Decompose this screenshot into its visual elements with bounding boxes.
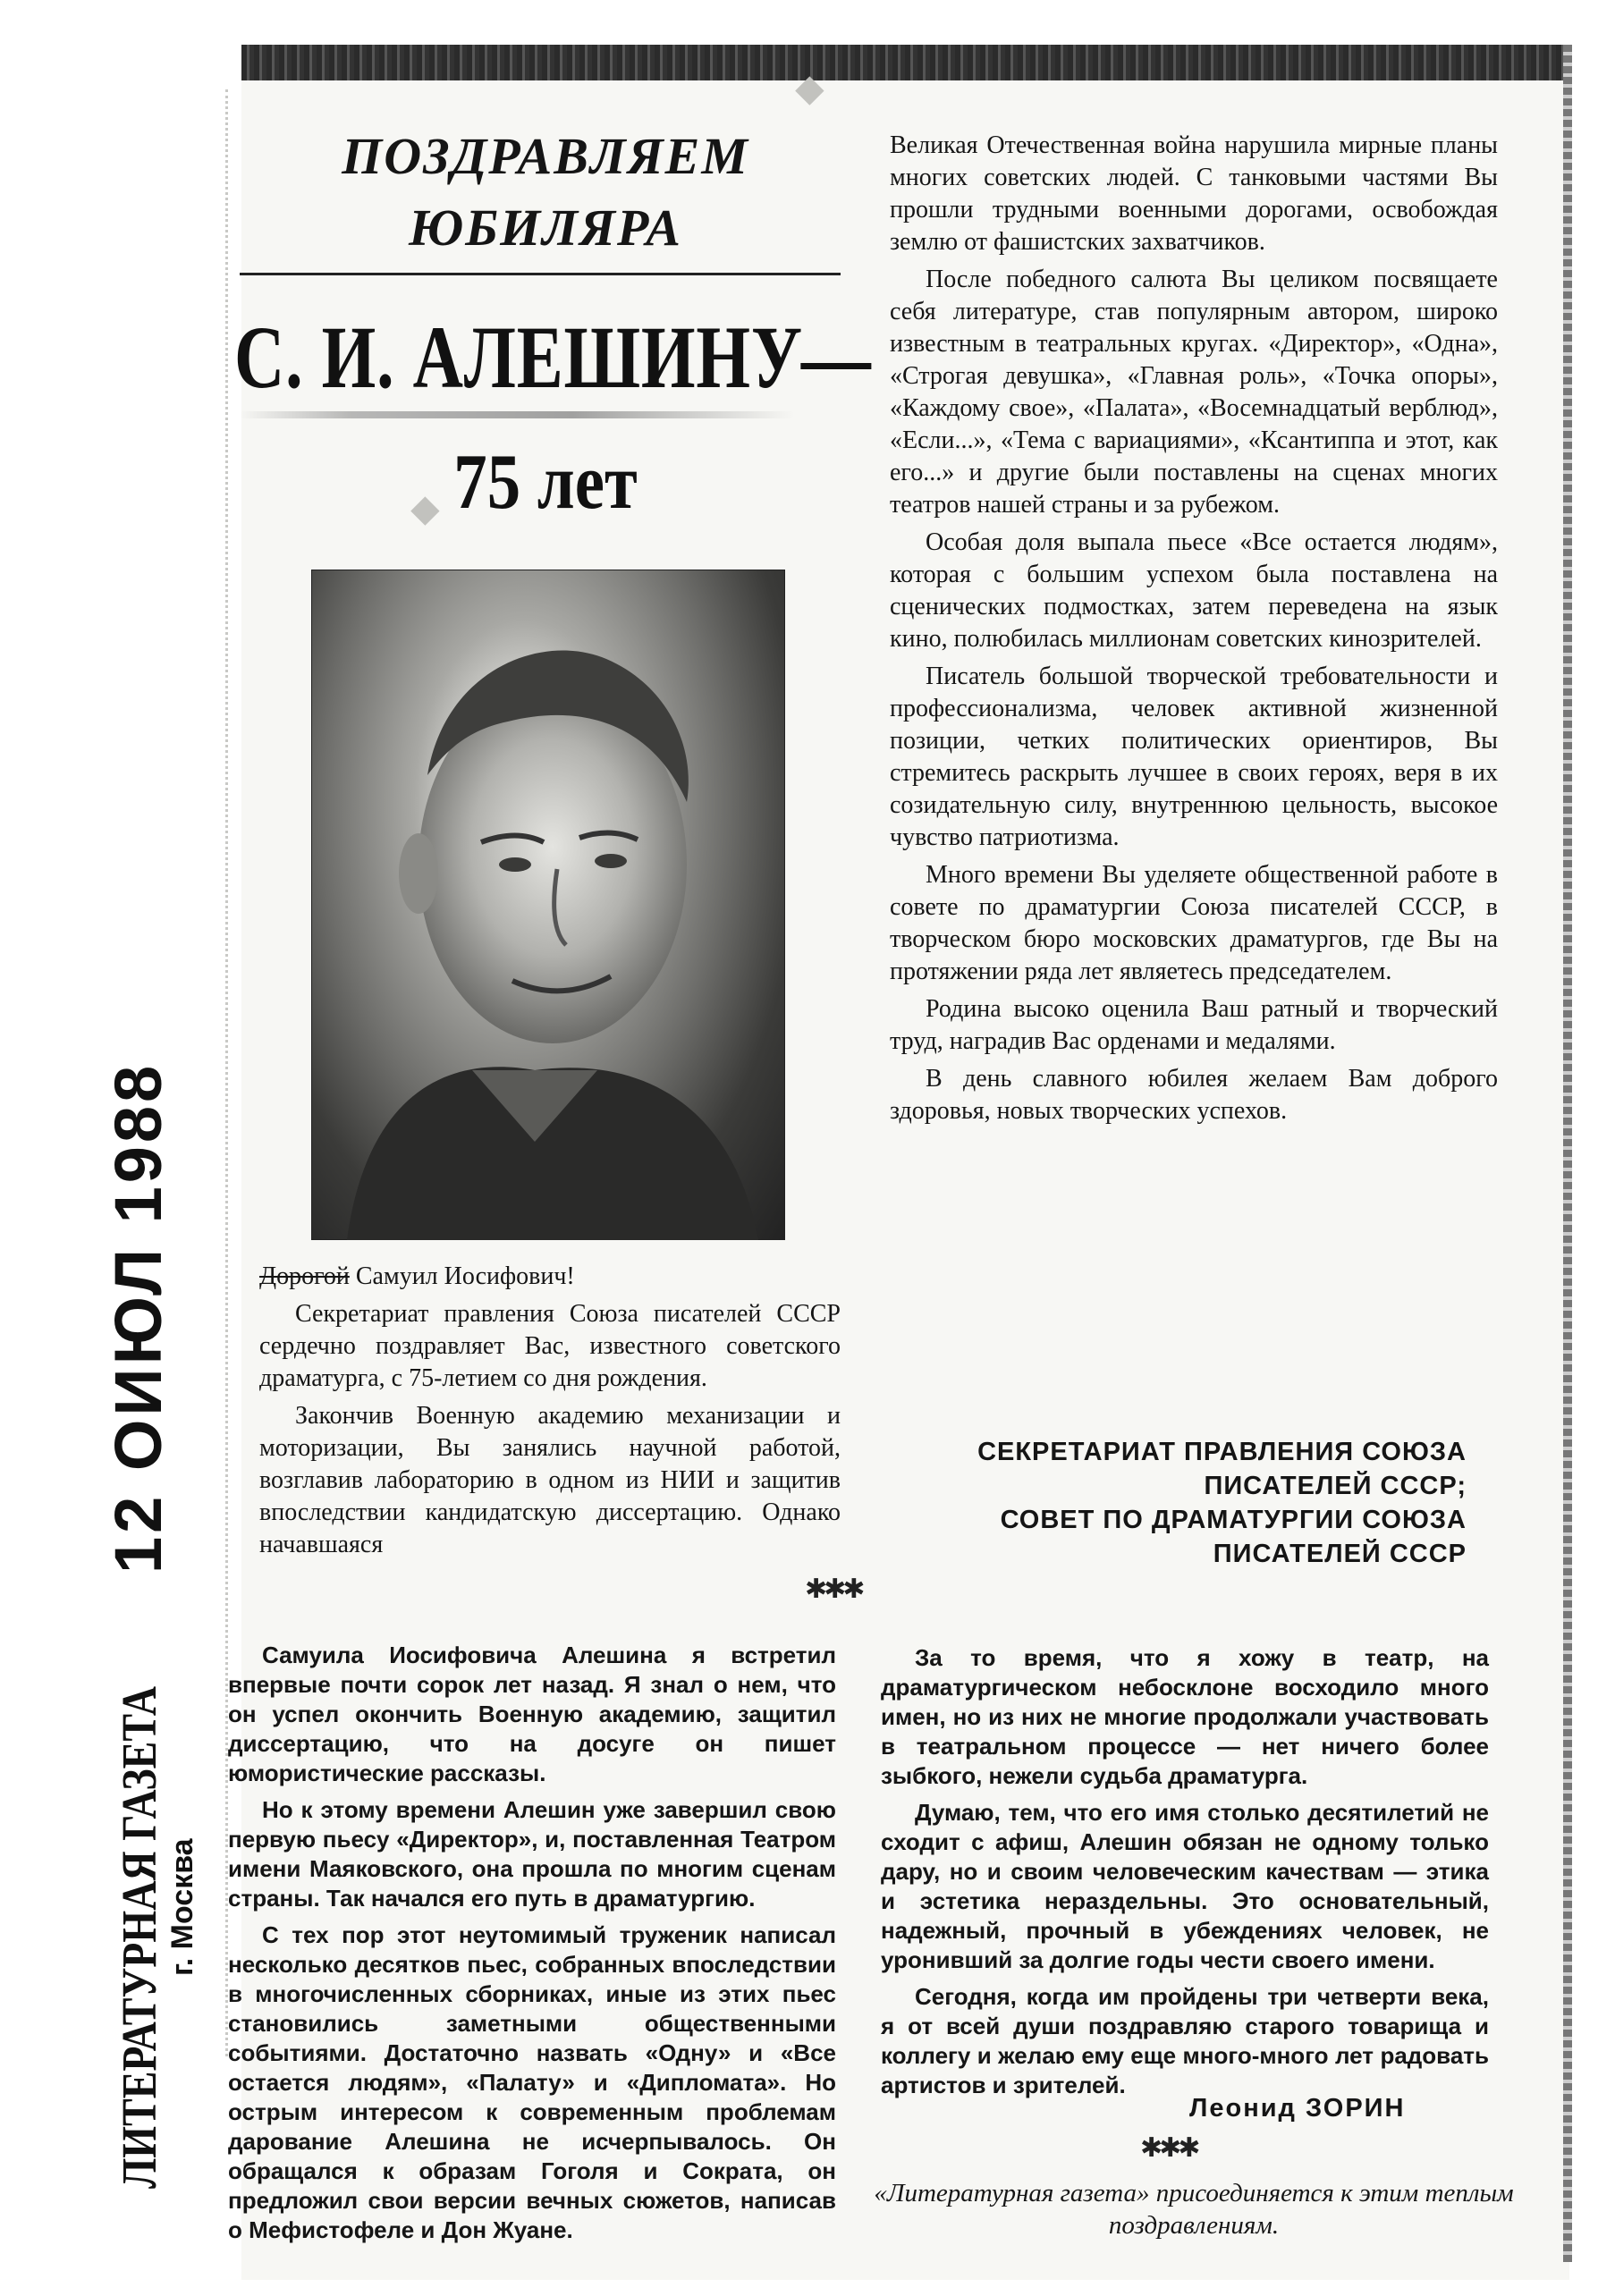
bleed-through-mark: ◆: [411, 488, 439, 528]
letter-paragraph: Много времени Вы уделяете общественной работе в совете по драматургии Союза писателей СССР, в творческом бюро московских драматургов, где Вы на протяжении ряда лет являетесь председателем.: [890, 861, 1498, 985]
letter-signature: [894, 1435, 1502, 1571]
letter-greeting: [259, 1261, 841, 1293]
signature-line: СОВЕТ ПО ДРАМАТУРГИИ СОЮЗА: [1000, 1506, 1467, 1534]
clipping-right-edge: [1563, 45, 1572, 2262]
portrait-photo: [311, 570, 785, 1240]
article-title-age: 75 лет: [453, 439, 638, 526]
title-underline: [240, 411, 794, 418]
article-title: С. И. АЛЕШИНУ—: [234, 308, 872, 407]
section-separator: ✱✱✱: [805, 1574, 862, 1605]
rubric-heading: [259, 121, 832, 264]
letter-paragraph: Особая доля выпала пьесе «Все остается людям», которая с большим успехом была поставлена на сценических подмостках, затем переведена на язык кино, полюбилась миллионам советских кинозрителей.: [890, 528, 1498, 653]
city-stamp: г. Москва: [165, 1838, 199, 1976]
newspaper-name-stamp: [111, 1686, 168, 2189]
portrait-figure: [311, 570, 785, 1240]
letter-paragraph: Секретариат правления Союза писателей СССР сердечно поздравляет Вас, известного советского драматурга, с 75-летием со дня рождения.: [259, 1300, 841, 1392]
letter-paragraph: Закончив Военную академию механизации и моторизации, Вы занялись научной работой, возглавив лабораторию в одном из НИИ и защитив впоследствии кандидатскую диссертацию. Однако начавшаяся: [259, 1402, 841, 1558]
signature-line: ПИСАТЕЛЕЙ СССР: [1213, 1540, 1467, 1568]
letter-paragraph: Родина высоко оценила Ваш ратный и творческий труд, наградив Вас орденами и медалями.: [890, 995, 1498, 1055]
bleed-through-mark: ◆: [796, 68, 824, 108]
letter-paragraph: Великая Отечественная война нарушила мирные планы многих советских людей. С танковыми частями Вы прошли трудными военными дорогами, освобождая землю от фашистских захватчиков.: [890, 131, 1498, 256]
zorin-paragraph: Самуила Иосифовича Алешина я встретил впервые почти сорок лет назад. Я знал о нем, что он успел окончить Военную академию, защитил диссертацию, что на досуге он пишет юмористические рассказы.: [228, 1642, 836, 1786]
newspaper-name: ЛИТЕРАТУРНАЯ ГАЗЕТА: [111, 1686, 166, 2189]
rubric-line-2: ЮБИЛЯРА: [409, 198, 682, 257]
clipping-top-edge: [241, 45, 1569, 80]
zorin-paragraph: Но к этому времени Алешин уже завершил свою первую пьесу «Директор», и, поставленная Театром имени Маяковского, она прошла по многим сценам страны. Так начался его путь в драматургию.: [228, 1796, 836, 1912]
letter-paragraph: После победного салюта Вы целиком посвящаете себя литературе, став популярным автором, широко известным в театральных кругах. «Директор», «Одна», «Строгая девушка», «Главная роль», «Точка опоры», «Каждому свое», «Палата», «Восемнадцатый верблюд», «Если...», «Тема с вариациями», «Ксантиппа и этот, как его...» и другие были поставлены на сценах многих театров нашей страны и за рубежом.: [890, 266, 1498, 519]
archive-date-stamp: 12 ОИЮЛ 1988: [101, 1061, 175, 1574]
zorin-paragraph: Сегодня, когда им пройдены три четверти века, я от всей души поздравляю старого товарища и коллегу и желаю ему еще много-много лет радовать артистов и зрителей.: [881, 1983, 1489, 2098]
signature-line: СЕКРЕТАРИАТ ПРАВЛЕНИЯ СОЮЗА: [977, 1438, 1467, 1466]
zorin-paragraph: За то время, что я хожу в театр, на драматургическом небосклоне восходило много имен, но из них не многие продолжали участвовать в театральном процессе — нет ничего более зыбкого, нежели судьба драматурга.: [881, 1644, 1489, 1789]
closing-separator: ✱✱✱: [1140, 2132, 1197, 2164]
signature-line: ПИСАТЕЛЕЙ СССР;: [1204, 1472, 1467, 1500]
greeting-struck-word: Дорогой: [259, 1262, 350, 1290]
letter-paragraph: Писатель большой творческой требовательности и профессионализма, человек активной жизненной позиции, четких политических ориентиров, Вы стремитесь раскрыть лучшее в своих героях, веря в их созидательную силу, внутреннюю цельность, высокое чувство патриотизма.: [890, 663, 1498, 851]
greeting-name: Самуил Иосифович!: [355, 1262, 575, 1290]
heading-rule: [240, 273, 841, 275]
closing-note: «Литературная газета» присоединяется к этим теплым поздравлениям.: [874, 2179, 1514, 2240]
zorin-signature: Леонид ЗОРИН: [1189, 2094, 1406, 2123]
zorin-paragraph: С тех пор этот неутомимый труженик написал несколько десятков пьес, собранных впоследствии в многочисленных сборниках, иные из этих пьес становились заметными общественными событиями. Достаточно назвать «Одну» и «Все остается людям», «Палату» и «Дипломата». Но острым интересом к современным проблемам дарование Алешина не исчерпывалось. Он обращался к образам Гоголя и Сократа, он предложил свои версии вечных сюжетов, написав о Мефистофеле и Дон Жуане.: [228, 1921, 836, 2243]
letter-column-left: [259, 1261, 841, 1561]
zorin-paragraph: Думаю, тем, что его имя столько десятилетий не сходит с афиш, Алешин обязан не одному только дару, но и своим человеческим качествам — этика и эстетика нераздельны. Это основательный, надежный, прочный в убеждениях человек, не уронивший за долгие годы чести своего имени.: [881, 1799, 1489, 1973]
zorin-column-left: [228, 1641, 836, 2245]
zorin-column-right: [881, 1643, 1489, 2100]
rubric-line-1: ПОЗДРАВЛЯЕМ: [342, 127, 749, 185]
letter-paragraph: В день славного юбилея желаем Вам доброго здоровья, новых творческих успехов.: [890, 1065, 1498, 1125]
letter-column-right: [890, 130, 1498, 1127]
